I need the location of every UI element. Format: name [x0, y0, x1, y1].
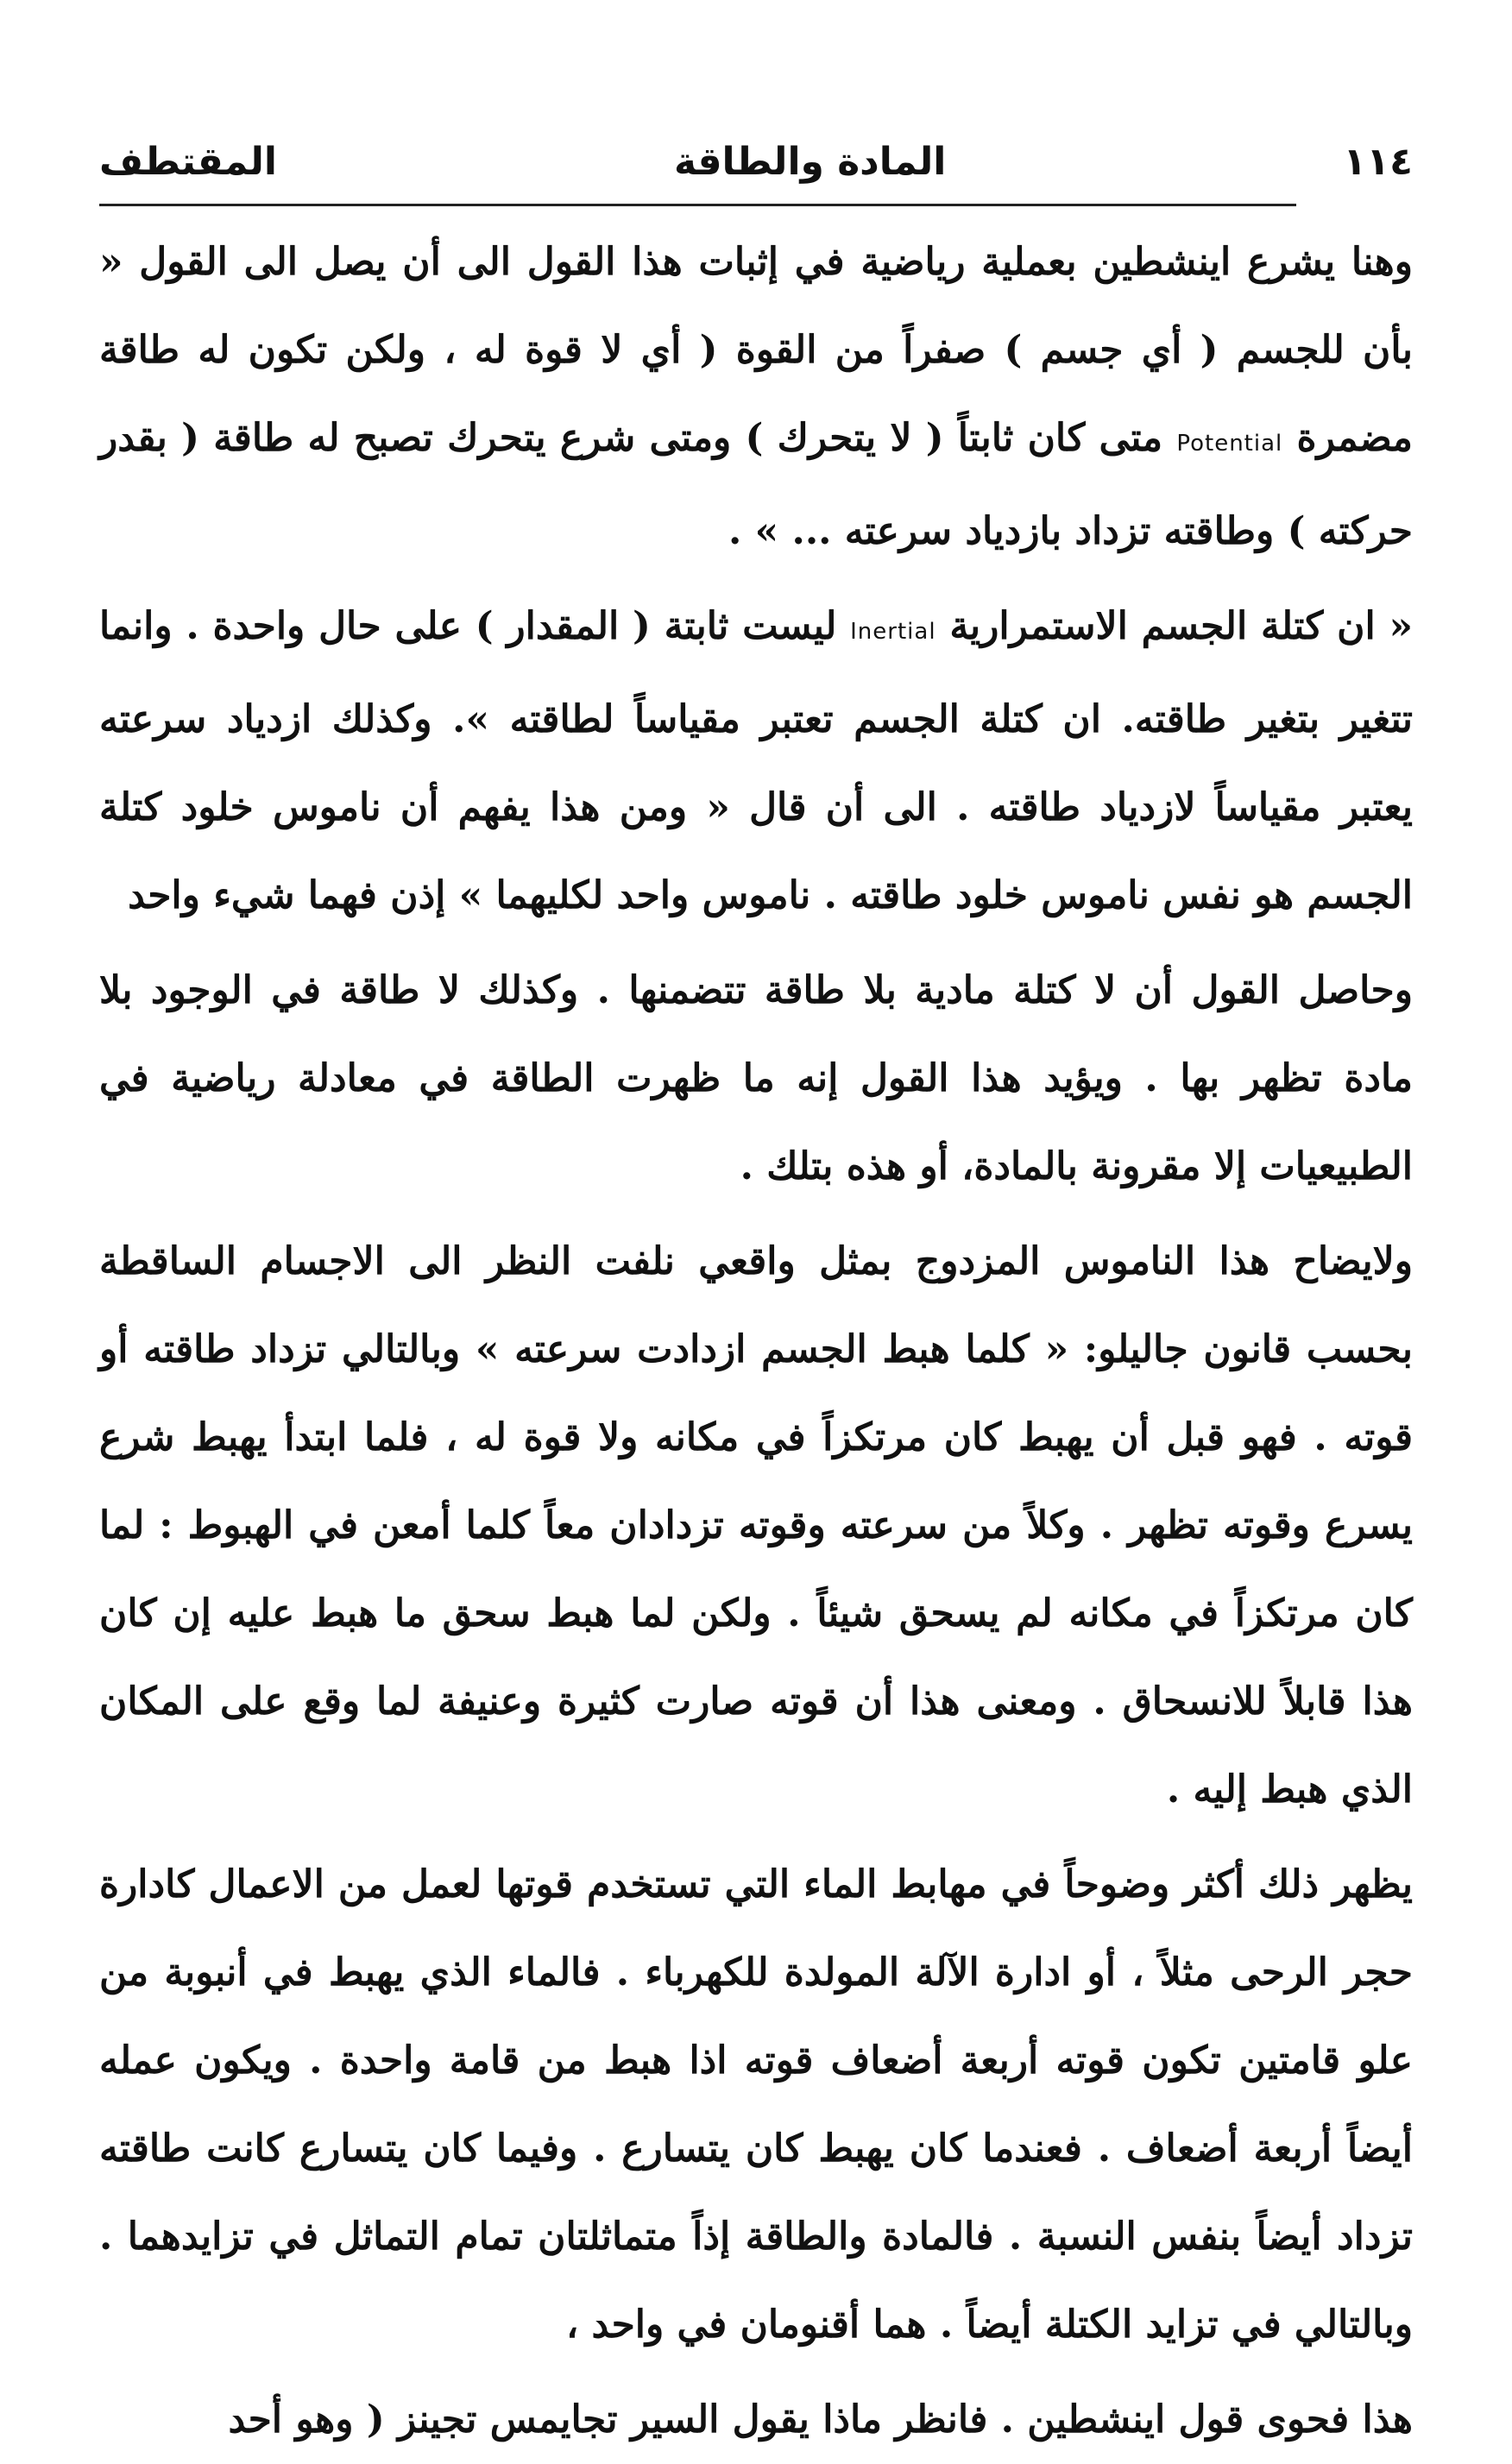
- chapter-title: المادة والطاقة: [674, 140, 947, 184]
- latin-term: Potential: [1176, 431, 1283, 457]
- paragraph-text: هذا فحوى قول اينشطين . فانظر ماذا يقول السير تجايمس تجينز ( وهو أحد: [228, 2398, 1413, 2442]
- paragraph-text: يظهر ذلك أكثر وضوحاً في مهابط الماء التي تستخدم قوتها لعمل من الاعمال كادارة حجر الرحى مثلاً ، أو ادارة الآلة المولدة للكهرباء . فالماء الذي يهبط في أنبوبة من علو قامتين تكون قوته أربعة أضعاف قوته اذا هبط من قامة واحدة . ويكون عمله أيضاً أربعة أضعاف . فعندما كان يهبط كان يتسارع . وفيما كان يتسارع كانت طاقته تزداد أيضاً بنفس النسبة . فالمادة والطاقة إذاً متماثلتان تمام التماثل في تزايدهما . وبالتالي في تزايد الكتلة أيضاً . هما أقنومان في واحد ،: [99, 1862, 1413, 2347]
- paragraph-text: ولايضاح هذا الناموس المزدوج بمثل واقعي نلفت النظر الى الاجسام الساقطة بحسب قانون جاليلو: « كلما هبط الجسم ازدادت سرعته » وبالتالي تزداد طاقته أو قوته . فهو قبل أن يهبط كان مرتكزاً في مكانه ولا قوة له ، فلما ابتدأ يهبط شرع يسرع وقوته تظهر . وكلاً من سرعته وقوته تزدادان معاً كلما أمعن في الهبوط : لما كان مرتكزاً في مكانه لم يسحق شيئاً . ولكن لما هبط سحق ما هبط عليه إن كان هذا قابلاً للانسحاق . ومعنى هذا أن قوته صارت كثيرة وعنيفة لما وقع على المكان الذي هبط إليه .: [99, 1239, 1413, 1812]
- paragraph: [99, 218, 1413, 576]
- paragraph-text: ليست ثابتة ( المقدار ) على حال واحدة . وانما تتغير بتغير طاقته. ان كتلة الجسم تعتبر مقياساً لطاقته ». وكذلك ازدياد سرعته يعتبر مقياساً لازدياد طاقته . الى أن قال « ومن هذا يفهم أن ناموس خلود كتلة الجسم هو نفس ناموس خلود طاقته . ناموس واحد لكليهما » إذن فهما شيء واحد: [99, 604, 1413, 917]
- paragraph: [99, 583, 1413, 940]
- header-rule: [134, 204, 1296, 206]
- paragraph-text: متى كان ثابتاً ( لا يتحرك ) ومتى شرع يتحرك تصبح له طاقة ( بقدر حركته ) وطاقته تزداد بازدياد سرعته ... » .: [99, 416, 1413, 553]
- running-head: [99, 112, 1413, 184]
- page-number: ١١٤: [1343, 140, 1413, 184]
- body-text: [99, 218, 1413, 2464]
- book-page: [99, 112, 1414, 2442]
- paragraph-text: وهنا يشرع اينشطين بعملية رياضية في إثبات هذا القول الى أن يصل الى القول « بأن للجسم ( أي جسم ) صفراً من القوة ( أي لا قوة له ، ولكن تكون له طاقة مضمرة: [99, 240, 1414, 460]
- latin-term: Inertial: [850, 619, 936, 645]
- paragraph: [99, 947, 1413, 1211]
- paragraph-text: « ان كتلة الجسم الاستمرارية: [936, 604, 1413, 648]
- paragraph: [99, 2376, 1413, 2464]
- paragraph-text: وحاصل القول أن لا كتلة مادية بلا طاقة تتضمنها . وكذلك لا طاقة في الوجود بلا مادة تظهر بها . ويؤيد هذا القول إنه ما ظهرت الطاقة في معادلة رياضية في الطبيعيات إلا مقرونة بالمادة، أو هذه بتلك .: [99, 968, 1413, 1188]
- paragraph: [99, 1218, 1413, 1834]
- paragraph: [99, 1841, 1413, 2369]
- journal-name: المقتطف: [99, 140, 277, 184]
